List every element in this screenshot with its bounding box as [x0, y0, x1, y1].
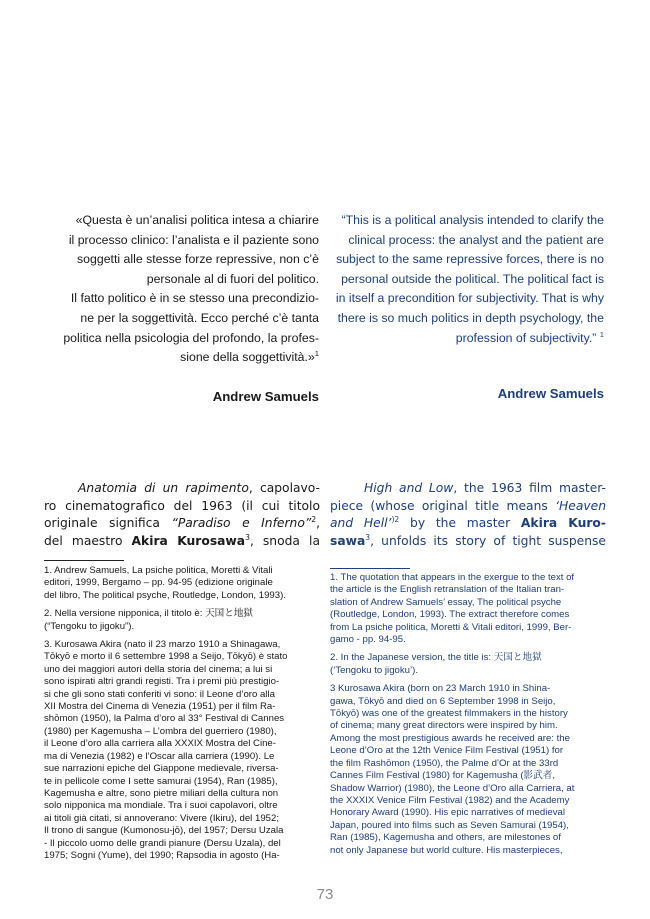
footnote-line: Kagemusha e altre, sono pietre miliari della cultura non	[44, 787, 279, 799]
footnote-line: ma di Venezia (1982) e l’Oscar alla carriera (1990). Le	[44, 750, 275, 762]
footnote-line: not only Japanese but world culture. His masterpieces,	[330, 844, 563, 856]
epigraph-line-text: profession of subjectivity.”	[455, 330, 597, 345]
footnote-ref: 3	[245, 532, 250, 542]
footnote-line: sue narrazioni epiche del Giappone medievale, riversa-	[44, 763, 279, 775]
director-name: sawa	[330, 533, 366, 548]
footnote-line: editori, 1999, Bergamo – pp. 94-95 (edizione originale	[44, 577, 273, 589]
body-text: , capolavo-	[248, 481, 320, 495]
director-name: Akira Kuro-	[520, 516, 606, 531]
epigraph-line: ne per la soggettività. Ecco perché c’è tanta	[80, 310, 319, 325]
epigraph-line: there is so much politics in depth psychology, the	[337, 310, 604, 325]
footnote-line: il Leone d’oro alla carriera alla XXXIX Mostra del Cine-	[44, 738, 276, 750]
footnote-3	[330, 683, 606, 857]
epigraph-author-english: Andrew Samuels	[497, 386, 604, 401]
epigraph-line-last	[40, 348, 319, 368]
footnote-line	[44, 608, 320, 620]
body-text: del maestro	[44, 533, 132, 548]
epigraph-line: clinical process: the analyst and the patient are	[348, 232, 604, 247]
body-text: , the 1963 film master-	[453, 481, 606, 495]
body-text: , snoda la	[249, 533, 320, 548]
body-text: ,	[316, 516, 320, 531]
epigraph-line: il processo clinico: l’analista e il paziente sono	[68, 232, 319, 247]
footnote-line: 1. The quotation that appears in the exergue to the text of	[330, 572, 575, 583]
footnote-ref: )2	[391, 515, 400, 525]
footnote-line: Tōkyō e morto il 6 settembre 1998 a Seijo, Tōkyō) è stato	[44, 651, 288, 663]
footnote-1	[44, 565, 320, 602]
original-title: and Hell’	[330, 516, 392, 531]
japanese-title: 天国と地獄	[205, 608, 254, 620]
body-text: by the master	[399, 516, 521, 531]
epigraph-line: personal outside the political. The political fact is	[341, 271, 604, 286]
footnote-line: Tōkyō) was one of the greatest filmmakers in the history	[330, 708, 568, 720]
footnote-2	[330, 652, 606, 677]
footnote-line: si che gli sono stati conferiti vi sono: il Leone d’oro alla	[44, 688, 275, 700]
footnote-line: Cannes Film Festival (1980) for Kagemusha (影武者,	[330, 770, 555, 782]
epigraph-line: politica nella psicologia del profondo, la profes-	[63, 330, 319, 345]
footnote-line: (‘Tengoku to jigoku’).	[330, 664, 418, 676]
footnote-line: 3. Kurosawa Akira (nato il 23 marzo 1910 a Shinagawa,	[44, 639, 281, 651]
footnote-line	[330, 652, 606, 664]
footnote-line: (Routledge, London, 1993). The extract therefore comes	[330, 609, 570, 621]
epigraph-line-last	[330, 329, 604, 349]
body-text-english	[330, 480, 606, 550]
footnote-line: Honorary Award (1990). His epic narratives of medieval	[330, 807, 565, 819]
film-title: Anatomia di un rapimento	[78, 481, 249, 495]
footnote-line: Il trono di sangue (Kumonosu-jō), del 1957; Dersu Uzala	[44, 825, 284, 837]
body-line	[44, 533, 320, 551]
footnote-line: del libro, The political psyche, Routledge, London, 1993).	[44, 589, 286, 601]
epigraph-author-italian: Andrew Samuels	[212, 389, 319, 404]
footnote-line: - Il piccolo uomo delle grandi pianure (Dersu Uzala), del	[44, 837, 281, 849]
footnote-line: Shadow Warrior) (1980), the Leone d’Oro alla Carriera, at	[330, 782, 575, 794]
footnote-line: gawa, Tōkyō and died on 6 September 1998 in Seijo,	[330, 695, 556, 707]
footnote-line: solo nipponica ma mondiale. Tra i suoi capolavori, oltre	[44, 800, 278, 812]
footnote-line: te in pellicole come I sette samurai (1954), Ran (1985),	[44, 775, 278, 787]
footnote-ref: 2	[311, 515, 317, 525]
body-line	[44, 480, 320, 498]
footnote-line: from La psiche politica, Moretti & Vitali editori, 1999, Ber-	[330, 621, 572, 633]
epigraph-line: soggetti alle stesse forze repressive, non c’è	[77, 252, 319, 267]
epigraph-line: «Questa è un’analisi politica intesa a chiarire	[75, 213, 319, 227]
footnote-divider	[44, 560, 124, 561]
japanese-title: 天国と地獄	[493, 652, 542, 664]
epigraph-english	[330, 211, 604, 348]
original-title: “Paradiso e Inferno”	[171, 516, 312, 531]
body-line	[330, 515, 606, 533]
footnote-line: Ran (1985), Kagemusha and others, are milestones of	[330, 832, 561, 844]
body-text: originale significa	[44, 516, 172, 531]
epigraph-line: in itself a precondition for subjectivity. That is why	[335, 291, 604, 306]
footnote-line: slation of Andrew Samuels’ essay, The political psyche	[330, 596, 562, 608]
footnote-1	[330, 572, 606, 646]
footnote-line: the film Rashōmon (1950), the Palme d’Or at the 33rd	[330, 757, 559, 769]
footnote-line: Among the most prestigious awards he received are: the	[330, 732, 570, 744]
body-line: ro cinematografico del 1963 (il cui titolo	[44, 498, 320, 513]
original-title: ‘Heaven	[555, 498, 606, 513]
footnote-line: XII Mostra del Cinema di Venezia (1951) per il film Ra-	[44, 701, 276, 713]
epigraph-line: subject to the same repressive forces, there is no	[336, 252, 604, 267]
epigraph-italian	[40, 211, 319, 368]
footnote-line: sono ispirati altri grandi registi. Tra i premi più prestigio-	[44, 676, 280, 688]
body-text: piece (whose original title means	[330, 498, 556, 513]
footnote-line: shōmon (1950), la Palma d’oro al 33° Festival di Cannes	[44, 713, 285, 725]
body-line	[330, 533, 606, 551]
footnotes-italian	[44, 565, 320, 868]
footnote-line: (“Tengoku to jigoku”).	[44, 620, 135, 632]
footnote-line: of cinema; many great directors were inspired by him.	[330, 720, 558, 732]
footnotes-english	[330, 572, 606, 863]
epigraph-line: “This is a political analysis intended to clarify the	[341, 213, 604, 227]
body-line	[330, 498, 606, 516]
footnote-line: Japan, poured into films such as Seven Samurai (1954),	[330, 819, 569, 831]
footnote-line: 1975; Sogni (Yume), del 1990; Rapsodia in agosto (Ha-	[44, 849, 280, 861]
body-text-italian	[44, 480, 320, 550]
epigraph-line: personale al di fuori del politico.	[146, 271, 319, 286]
footnote-line: uno dei maggiori autori della storia del cinema; a lui si	[44, 663, 273, 675]
director-name: Akira Kurosawa	[131, 533, 246, 548]
footnote-3	[44, 639, 320, 862]
footnote-ref: 3	[365, 532, 371, 542]
body-line	[44, 515, 320, 533]
footnote-ref: 1	[599, 329, 604, 339]
footnote-line: Leone d’Oro at the 12th Venice Film Festival (1951) for	[330, 745, 564, 757]
footnote-text: 2. In the Japanese version, the title is:	[330, 652, 494, 664]
footnote-line: gamo - pp. 94-95.	[330, 634, 406, 646]
footnote-line: 3 Kurosawa Akira (born on 23 March 1910 in Shina-	[330, 683, 551, 695]
footnote-line: ai titoli già citati, si annoverano: Vivere (Ikiru), del 1952;	[44, 812, 279, 824]
body-line	[330, 480, 606, 498]
footnote-line: 1. Andrew Samuels, La psiche politica, Moretti & Vitali	[44, 565, 273, 576]
footnote-line: the XXXIX Venice Film Festival (1982) and the Academy	[330, 794, 570, 806]
footnote-text: 2. Nella versione nipponica, il titolo è:	[44, 608, 206, 620]
epigraph-line-text: sione della soggettività.»	[180, 350, 315, 365]
footnote-divider	[330, 568, 410, 569]
footnote-ref: 1	[314, 349, 319, 359]
footnote-2	[44, 608, 320, 633]
footnote-line: the article is the English retranslation of the Italian tran-	[330, 584, 565, 596]
body-text: , unfolds its story of tight suspense	[370, 533, 606, 548]
epigraph-line: Il fatto politico è in se stesso una precondizio-	[70, 291, 319, 306]
page-number: 73	[316, 886, 334, 903]
footnote-line: (1980) per Kagemusha – L’ombra del guerriero (1980),	[44, 725, 277, 737]
film-title: High and Low	[364, 481, 454, 495]
